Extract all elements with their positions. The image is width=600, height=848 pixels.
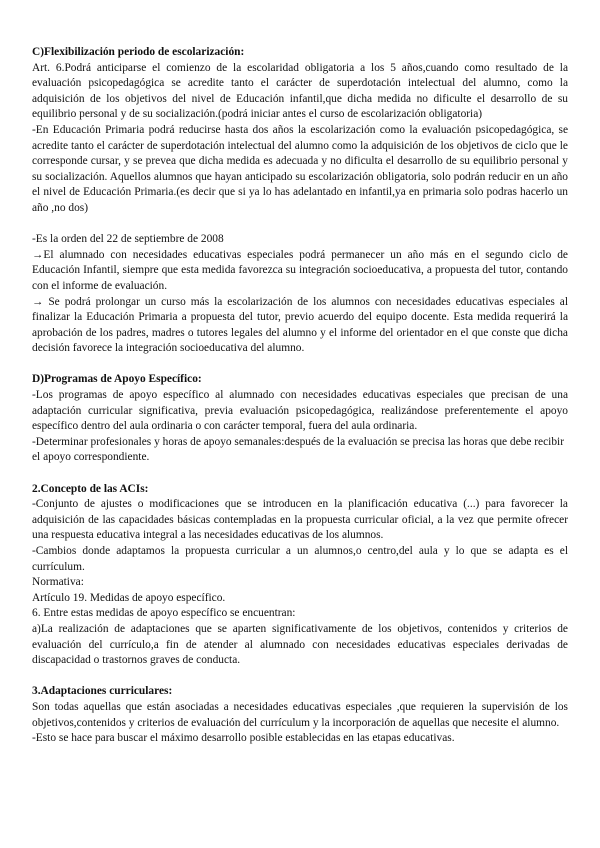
spacer — [32, 466, 568, 482]
spacer — [32, 357, 568, 373]
paragraph-programas-apoyo: -Los programas de apoyo específico al alumnado con necesidades educativas especiales que precisan de una adaptación curricular significativa, previa evaluación psicopedagógica, realizándose preferentemente el apoyo específico dentro del aula ordinaria o con carácter temporal, fuera del aula ordinaria. — [32, 389, 568, 433]
paragraph-prolongar-curso: → Se podrá prolongar un curso más la escolarización de los alumnos con necesidades educativas especiales al finalizar la Educación Primaria a propuesta del tutor, previo acuerdo del equipo docente. Esta medida requerirá la aprobación de los padres, madres o tutores legales del alumno y el informe del orientador en el que conste que dicha decisión favorece la integración socioeducativa del alumno. — [32, 295, 568, 355]
paragraph-art-6: Art. 6.Podrá anticiparse el comienzo de la escolaridad obligatoria a los 5 años,cuando como resultado de la evaluación psicopedagógica se acredite tanto el carácter de superdotación intelectual del alumno, como la adquisición de los objetivos del nivel de Educación infantil,que dicha medida no dificulte el desarrollo de su equilibrio personal y de su socialización.(podrá iniciar antes el curso de escolarización obligatoria) — [32, 61, 568, 121]
paragraph-normativa: Normativa: — [32, 576, 84, 589]
spacer — [32, 669, 568, 685]
paragraph-educacion-primaria: -En Educación Primaria podrá reducirse hasta dos años la escolarización como la evaluación psicopedagógica, se acredite tanto el carácter de superdotación intelectual del alumno como la adquisición de los objetivos de ciclo que le corresponde cursar, y se prevea que dicha medida es adecuada y no dificulta el desarrollo de su equilibrio personal y su socialización. Aquellos alumnos que hayan anticipado su escolarización obligatoria, solo podrán reducir en un año el nivel de Educación Primaria.(es decir que si ya lo has adelantado en infantil,ya en primaria solo podras hacerlo un año ,no dos) — [32, 123, 568, 214]
paragraph-educacion-infantil: →El alumnado con necesidades educativas especiales podrá permanecer un año más en el segundo ciclo de Educación Infantil, siempre que esta medida favorezca su integración socioeducativa, a propuesta del tutor, contando con el informe de evaluación. — [32, 248, 568, 292]
paragraph-son-todas: Son todas aquellas que están asociadas a necesidades educativas especiales ,que requieren la supervisión de los objetivos,contenidos y criterios de evaluación del currículum y la incorporación de aquellas que necesite el alumno. — [32, 700, 568, 729]
section-heading-programas-apoyo: D)Programas de Apoyo Específico: — [32, 373, 202, 386]
section-heading-flexibilizacion: C)Flexibilización periodo de escolarización: — [32, 46, 245, 58]
section-heading-adaptaciones-curriculares: 3.Adaptaciones curriculares: — [32, 685, 173, 698]
paragraph-esto-se-hace: -Esto se hace para buscar el máximo desarrollo posible establecidas en las etapas educativas. — [32, 732, 455, 745]
paragraph-orden: -Es la orden del 22 de septiembre de 2008 — [32, 233, 224, 246]
paragraph-realizacion-adaptaciones: a)La realización de adaptaciones que se aparten significativamente de los objetivos, contenidos y criterios de evaluación del currículo,a fin de atender al alumnado con necesidades educativas especiales derivadas de discapacidad o trastornos graves de conducta. — [32, 622, 568, 667]
paragraph-articulo-19: Artículo 19. Medidas de apoyo específico. — [32, 591, 226, 604]
paragraph-medidas: 6. Entre estas medidas de apoyo específico se encuentran: — [32, 607, 296, 620]
spacer — [32, 217, 568, 233]
paragraph-conjunto-ajustes: -Conjunto de ajustes o modificaciones que se introducen en la planificación educativa (...) para favorecer la adquisición de las capacidades básicas contempladas en la propuesta curricular oficial, a la vez que permite ofrecer una respuesta educativa integral a las necesidades educativas de los alumnos. — [32, 498, 568, 542]
document-page — [32, 45, 568, 747]
section-heading-concepto-acis: 2.Concepto de las ACIs: — [32, 482, 149, 495]
paragraph-cambios: -Cambios donde adaptamos la propuesta curricular a un alumnos,o centro,del aula y lo que se adapta es el currículum. — [32, 545, 568, 573]
paragraph-determinar-profesionales: -Determinar profesionales y horas de apoyo semanales:después de la evaluación se precisa las horas que debe recibir el apoyo correspondiente. — [32, 435, 564, 464]
